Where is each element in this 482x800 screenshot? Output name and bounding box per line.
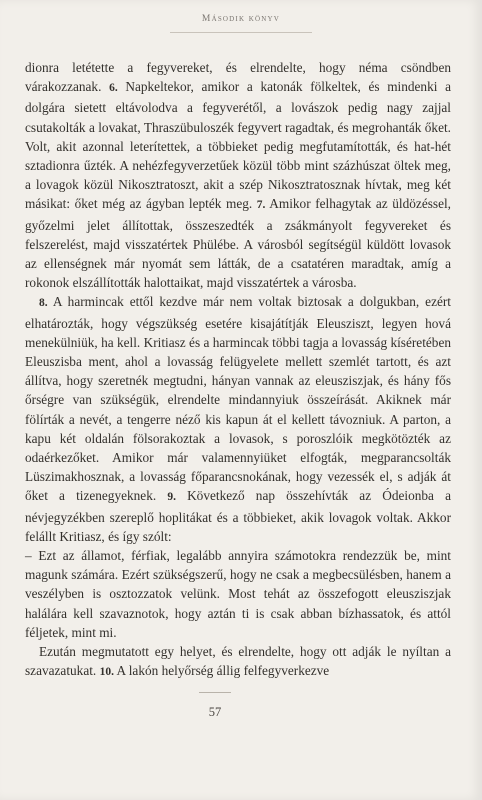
paragraph bbox=[25, 642, 451, 682]
paragraph-text: Napkeltekor, amikor a katonák fölkeltek, és mindenki a dolgára sietett eltávolodva a fegyverétől, a lovászok pedig nagy zajjal csutakolták a lovakat, Thraszübuloszék fegyvert ragadtak, és megrohanták őket. Volt, akit azonnal leterítettek, a többieket pedig megfutamították, és hat-hét sztadionra űzték. A nehézfegyverzetűek közül több mint százhúszat öltek meg, a lovagok közül Nikosztratoszt, akit a szép Nikosztratosznak hívtak, meg két másikat: őket még az ágyban lepték meg. bbox=[25, 79, 451, 212]
paragraph bbox=[25, 292, 451, 546]
paragraph-text: A lakón helyőrség állig felfegyverkezve bbox=[113, 663, 330, 679]
section-number: 7. bbox=[256, 199, 266, 212]
section-number: 10. bbox=[99, 666, 114, 679]
running-header: Második könyv bbox=[201, 14, 281, 24]
paragraph-text: – Ezt az államot, férfiak, legalább annyira számotokra rendezzük be, mint magunk számára. Ezért szükségszerű, hogy ne csak a megbecsülésben, hanem a veszélyben is osztozzatok velünk. Most tehát az összefogott eleusziszjak halálára kell szavaznotok, hogy aztán ti is csak abban bízhassatok, és attól féljetek, mint mi. bbox=[25, 548, 451, 640]
page-number: 57 bbox=[208, 705, 222, 719]
paragraph-text: dionra letétette a fegyvereket, és elrendelte, hogy néma csöndben várakozzanak. bbox=[25, 60, 451, 95]
section-number: 8. bbox=[39, 297, 48, 310]
paragraph-text: Amikor felhagytak az üldözéssel, győzelmi jelet állítottak, összeszedték a zsákmányolt fegyvereket és felszerelést, majd visszatértek Phülébe. A városból segítségül küldött lovasok az ellenségnek már nyomát sem látták, de a csatatéren maradtak, amíg a rokonok elszállították halottaikat, majd visszatértek a városba. bbox=[25, 196, 451, 291]
footer-rule bbox=[199, 692, 231, 693]
header-rule bbox=[170, 32, 312, 33]
paragraph-text: Következő nap összehívták az Ódeionba a névjegyzékben szereplő hoplitákat és a többieket, akik lovagok voltak. Akkor felállt Kritiasz, és így szólt: bbox=[25, 488, 451, 544]
body-text bbox=[25, 58, 451, 683]
paragraph bbox=[25, 58, 451, 292]
paragraph bbox=[25, 546, 451, 642]
section-number: 6. bbox=[109, 82, 118, 95]
section-number: 9. bbox=[167, 491, 176, 504]
paragraph-text: A harmincak ettől kezdve már nem voltak biztosak a dolgukban, ezért elhatározták, hogy végszükség esetére kisajátítják Eleusziszt, legyen hová menekülniük, ha kell. Kritiasz és a harmincak többi tagja a lovasság kíséretében Eleuszisba ment, ahol a lovasság felügyelete mellett szemlét tartott, és azt állítva, hogy szeretnék megtudni, hányan vannak az eleusziszjak, és hány fős őrségre van szükségük, elrendelte mindannyiuk összeírását. Akiknek már fölírták a nevét, a tengerre néző kis kapun át el kellett távozniuk. A parton, a kapu két oldalán fölsorakoztak a lovasok, s poroszlóik megkötözték az odaérkezőket. Amikor már valamennyiüket elfogták, megparancsolták Lüszimakhosznak, a lovasság főparancsnokának, hogy vezessék el, s adják át őket a tizenegyeknek. bbox=[25, 294, 451, 504]
paragraph-text: Ezután megmutatott egy helyet, és elrendelte, hogy ott adják le nyíltan a szavazatukat. bbox=[25, 644, 451, 679]
